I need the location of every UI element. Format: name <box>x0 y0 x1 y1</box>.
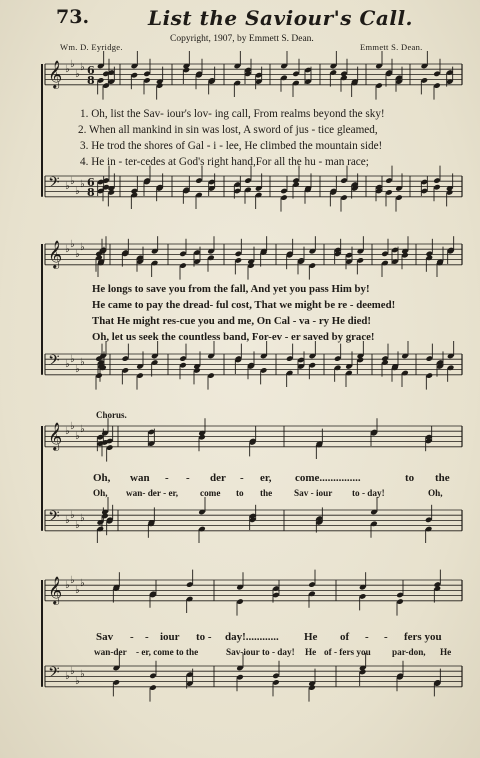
flat: ♭ <box>75 69 80 80</box>
hymn-title: List the Saviour's Call. <box>148 6 414 30</box>
lyric: fers you <box>404 631 442 643</box>
flat: ♭ <box>80 357 85 368</box>
lyric: He <box>304 631 318 643</box>
lyric: wan- der - er, <box>126 488 179 498</box>
clef: 𝄢 <box>48 174 60 195</box>
flat: ♭ <box>65 580 70 591</box>
clef: 𝄢 <box>48 664 60 685</box>
verse-1-line-1: 1. Oh, list the Sav- iour's lov- ing call, From realms beyond the sky! <box>80 108 385 120</box>
verse-2-line-1: 2. When all mankind in sin was lost, A sword of jus - tice gleamed, <box>78 124 378 136</box>
time-signature-bottom: 8 <box>87 186 95 199</box>
lyric: to <box>405 472 415 484</box>
verse-4-line-1: 4. He in - ter-cedes at God's right hand,For all the hu - man race; <box>80 156 369 168</box>
lyric: Sav <box>96 631 114 643</box>
lyric: Sav - iour <box>294 488 333 498</box>
flat: ♭ <box>70 59 75 70</box>
lyric: der <box>210 472 226 484</box>
flat: ♭ <box>80 62 85 73</box>
flat: ♭ <box>70 510 75 521</box>
hymn-number: 73. <box>56 6 90 28</box>
flat: ♭ <box>80 669 85 680</box>
clef: 𝄢 <box>48 352 60 373</box>
flat: ♭ <box>80 513 85 524</box>
flat: ♭ <box>70 176 75 187</box>
flat: ♭ <box>65 359 70 370</box>
flat: ♭ <box>70 239 75 250</box>
lyric: to - day! <box>262 647 295 657</box>
flat: ♭ <box>80 424 85 435</box>
lyric: to <box>236 488 244 498</box>
time-signature-bottom: 8 <box>87 74 95 87</box>
verse-3-line-2: That He might res-cue you and me, On Cal - va - ry He died! <box>92 315 372 327</box>
lyric: come <box>200 488 221 498</box>
lyric: come............... <box>295 472 361 484</box>
flat: ♭ <box>80 578 85 589</box>
lyric: the <box>435 472 450 484</box>
lyric: Sav-iour <box>226 647 260 657</box>
lyric: er, <box>260 472 272 484</box>
lyric: of - fers you <box>324 647 371 657</box>
verse-2-line-2: He came to pay the dread- ful cost, That we might be re - deemed! <box>92 299 396 311</box>
flat: ♭ <box>75 249 80 260</box>
flat: ♭ <box>65 244 70 255</box>
lyric: - er, come to the <box>136 647 199 657</box>
flat: ♭ <box>65 64 70 75</box>
lyric: iour <box>160 631 180 643</box>
lyricist-credit: Wm. D. Eyridge. <box>60 42 123 52</box>
clef: 𝄞 <box>48 240 63 268</box>
flat: ♭ <box>70 575 75 586</box>
flat: ♭ <box>75 520 80 531</box>
flat: ♭ <box>65 515 70 526</box>
flat: ♭ <box>75 431 80 442</box>
lyric: Oh, <box>93 472 111 484</box>
lyric: to - <box>196 631 212 643</box>
flat: ♭ <box>80 179 85 190</box>
lyric: - <box>384 631 388 643</box>
flat: ♭ <box>75 364 80 375</box>
clef: 𝄢 <box>48 508 60 529</box>
lyric: - <box>365 631 369 643</box>
lyric: par-don, <box>392 647 426 657</box>
clef: 𝄞 <box>48 576 63 604</box>
time-signature-top: 6 <box>87 176 95 189</box>
flat: ♭ <box>75 676 80 687</box>
verse-1-line-2: He longs to save you from the fall, And yet you pass Him by! <box>92 283 370 295</box>
flat: ♭ <box>65 181 70 192</box>
lyric: - <box>130 631 134 643</box>
time-signature-top: 6 <box>87 64 95 77</box>
flat: ♭ <box>70 421 75 432</box>
lyric: Oh, <box>93 488 108 498</box>
lyric: Oh, <box>428 488 443 498</box>
verse-3-line-1: 3. He trod the shores of Gal - i - lee, He climbed the mountain side! <box>80 140 383 152</box>
composer-credit: Emmett S. Dean. <box>360 42 423 52</box>
flat: ♭ <box>80 242 85 253</box>
clef: 𝄞 <box>48 60 63 88</box>
lyric: - <box>145 631 149 643</box>
lyric: He <box>440 647 452 657</box>
lyric: the <box>260 488 273 498</box>
flat: ♭ <box>65 671 70 682</box>
lyric: to - day! <box>352 488 385 498</box>
lyric: of <box>340 631 350 643</box>
flat: ♭ <box>65 426 70 437</box>
verse-4-line-2: Oh, let us seek the countless band, For-ev - er saved by grace! <box>92 331 375 343</box>
copyright-line: Copyright, 1907, by Emmett S. Dean. <box>170 34 314 44</box>
flat: ♭ <box>70 354 75 365</box>
lyric: - <box>240 472 244 484</box>
chorus-label: Chorus. <box>96 410 127 420</box>
lyric: - <box>186 472 190 484</box>
clef: 𝄞 <box>48 422 63 450</box>
flat: ♭ <box>75 186 80 197</box>
lyric: wan-der <box>94 647 127 657</box>
lyric: He <box>305 647 317 657</box>
lyric: - <box>165 472 169 484</box>
flat: ♭ <box>75 585 80 596</box>
lyric: day!............ <box>225 631 279 643</box>
lyric: wan <box>130 472 150 484</box>
flat: ♭ <box>70 666 75 677</box>
